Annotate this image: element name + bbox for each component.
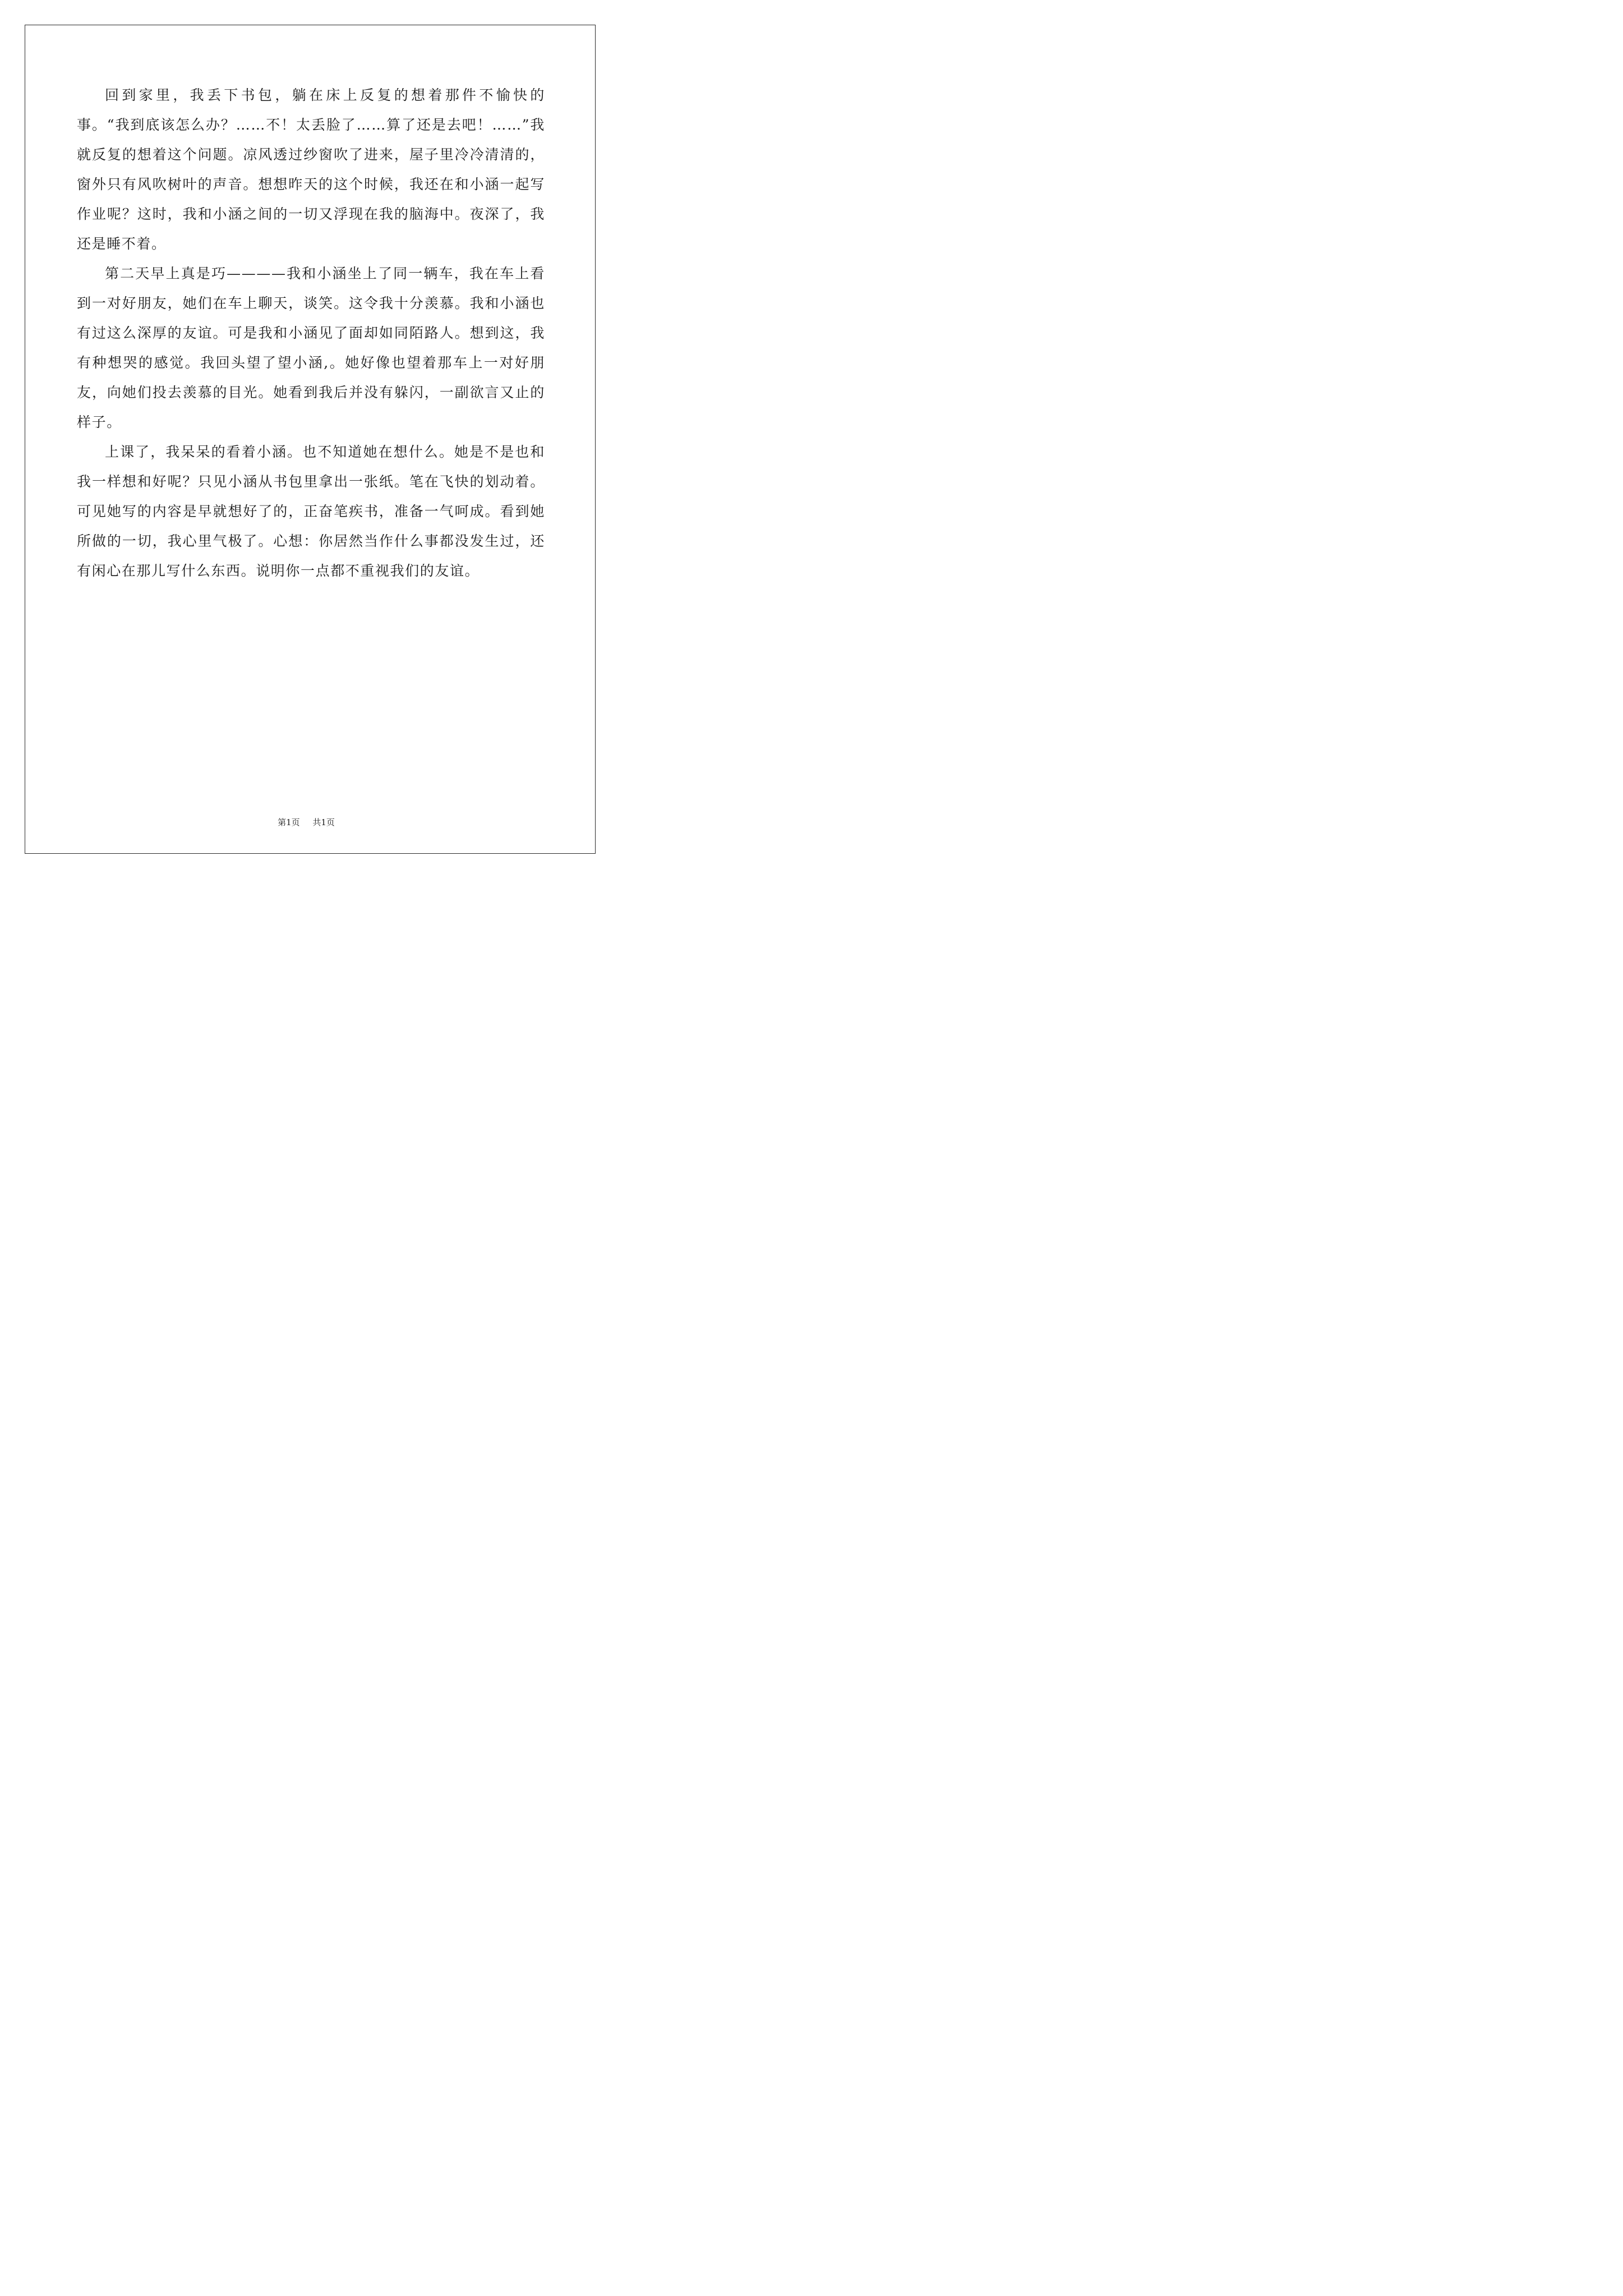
- paragraph-3: 上课了，我呆呆的看着小涵。也不知道她在想什么。她是不是也和我一样想和好呢？只见小涵从书包里拿出一张纸。笔在飞快的划动着。 可见她写的内容是早就想好了的，正奋笔疾书，准备一气呵成。看到她所做的一切，我心里气极了。心想：你居然当作什么事都没发生过，还有闲心在那儿写什么东西。说明你一点都不重视我们的友谊。: [77, 444, 545, 579]
- paragraph-2: 第二天早上真是巧————我和小涵坐上了同一辆车，我在车上看到一对好朋友，她们在车上聊天，谈笑。这令我十分羡慕。我和小涵也有过这么深厚的友谊。可是我和小涵见了面却如同陌路人。想到这，我有种想哭的感觉。我回头望了望小涵,。她好像也望着那车上一对好朋友，向她们投去羡慕的目光。她看到我后并没有躲闪，一副欲言又止的样子。: [77, 265, 545, 430]
- document-body: [77, 80, 545, 586]
- page-footer: [0, 816, 612, 828]
- paragraph-1: 回到家里，我丢下书包，躺在床上反复的想着那件不愉快的事。“我到底该怎么办？……不！太丢脸了……算了还是去吧！……”我就反复的想着这个问题。凉风透过纱窗吹了进来，屋子里冷冷清清的，窗外只有风吹树叶的声音。想想昨天的这个时候，我还在和小涵一起写作业呢？这时，我和小涵之间的一切又浮现在我的脑海中。夜深了，我还是睡不着。: [77, 87, 545, 252]
- page-number: 第1页: [278, 817, 300, 827]
- page-total: 共1页: [312, 817, 335, 827]
